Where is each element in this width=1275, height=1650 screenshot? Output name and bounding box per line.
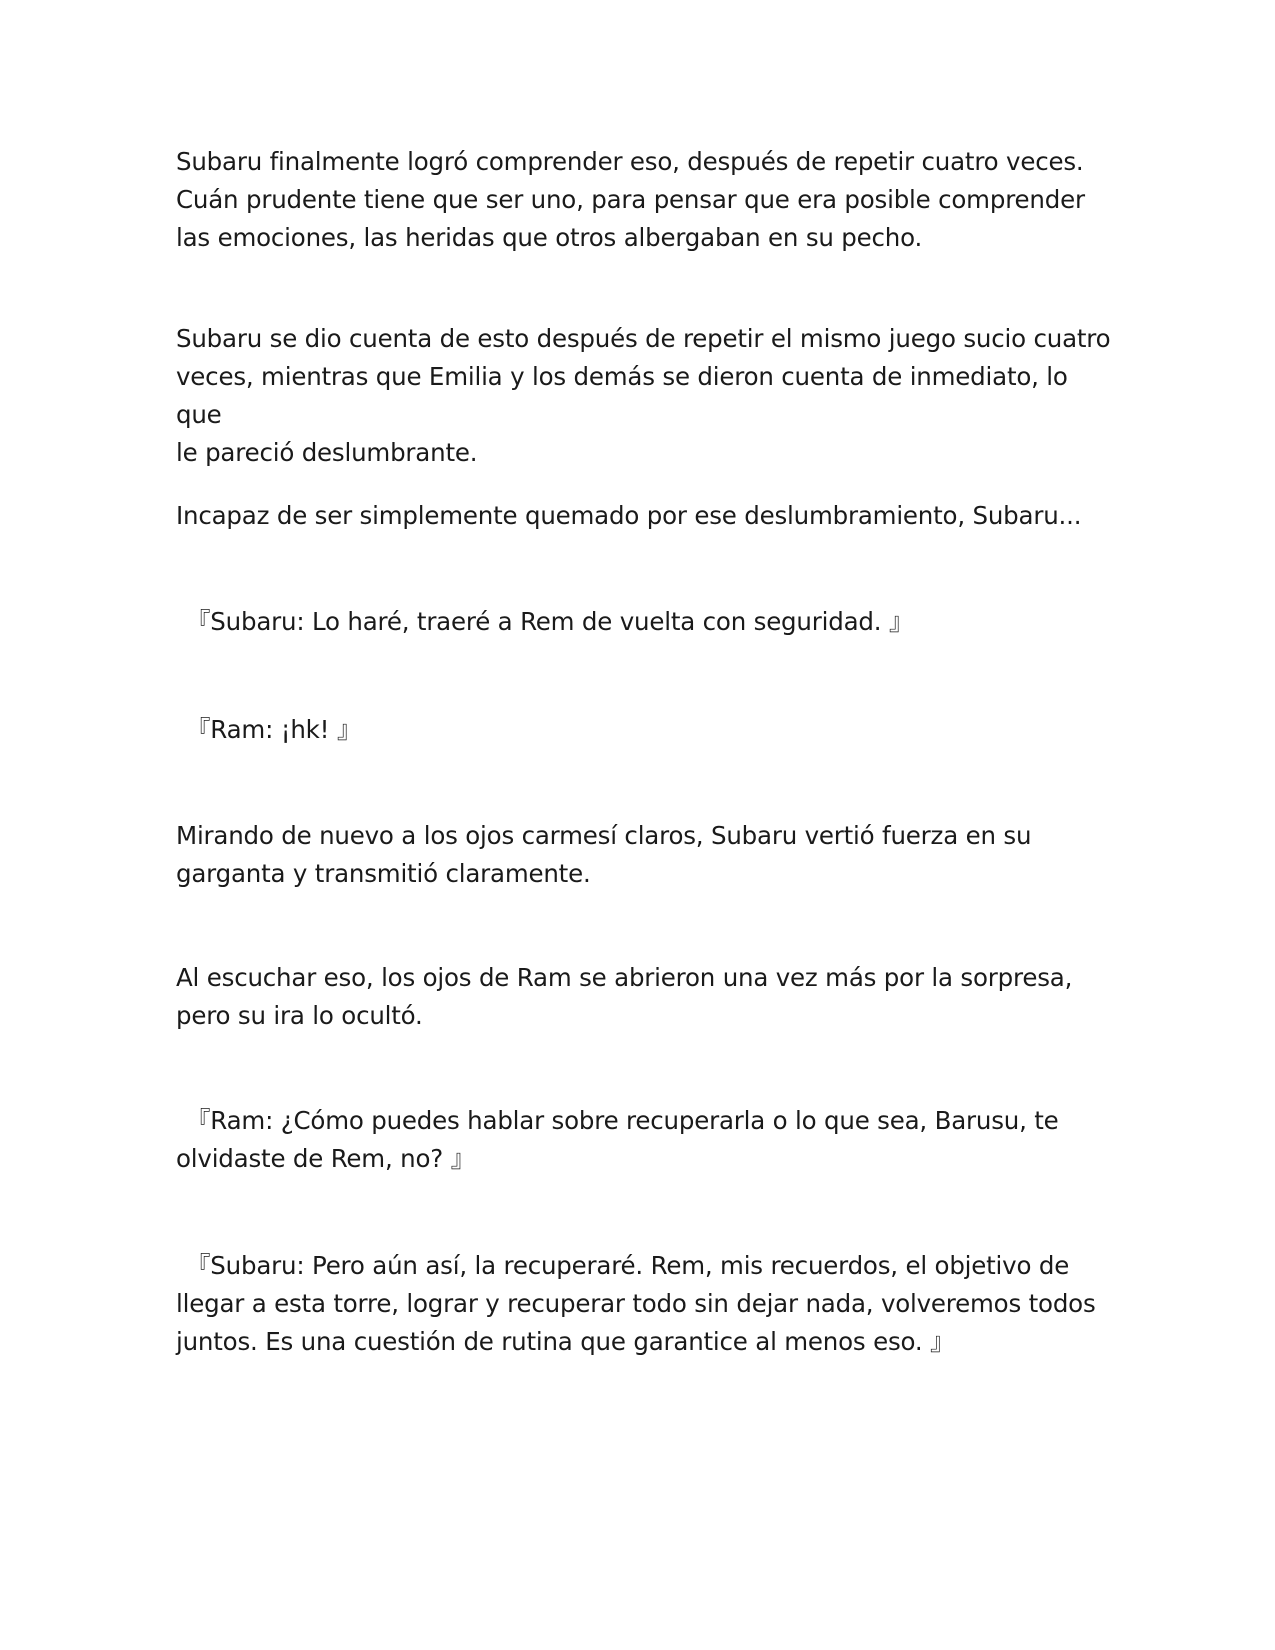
paragraph-1: Subaru finalmente logró comprender eso, después de repetir cuatro veces. Cuán prudente tiene que ser uno, para pensar que era posible comprender las emociones, las heridas que otros albergaban en su pecho. xyxy=(176,147,1085,252)
dialogue-subaru-1: 『Subaru: Lo haré, traeré a Rem de vuelta con seguridad. 』 xyxy=(186,607,914,636)
dialogue-ram-2: 『Ram: ¿Cómo puedes hablar sobre recuperarla o lo que sea, Barusu, te olvidaste de Rem, no? 』 xyxy=(176,1106,1059,1173)
paragraph-3: Incapaz de ser simplemente quemado por ese deslumbramiento, Subaru... xyxy=(176,501,1082,530)
dialogue-ram-1: 『Ram: ¡hk! 』 xyxy=(186,715,362,744)
paragraph-2: Subaru se dio cuenta de esto después de repetir el mismo juego sucio cuatro veces, mientras que Emilia y los demás se dieron cuenta de inmediato, lo que le pareció deslumbrante. xyxy=(176,324,1111,467)
paragraph-6: Mirando de nuevo a los ojos carmesí claros, Subaru vertió fuerza en su garganta y transmitió claramente. xyxy=(176,821,1032,888)
dialogue-subaru-2: 『Subaru: Pero aún así, la recuperaré. Rem, mis recuerdos, el objetivo de llegar a esta torre, lograr y recuperar todo sin dejar nada, volveremos todos juntos. Es una cuestión de rutina que garantice al menos eso. 』 xyxy=(176,1251,1096,1356)
paragraph-7: Al escuchar eso, los ojos de Ram se abrieron una vez más por la sorpresa, pero su ira lo ocultó. xyxy=(176,963,1073,1030)
